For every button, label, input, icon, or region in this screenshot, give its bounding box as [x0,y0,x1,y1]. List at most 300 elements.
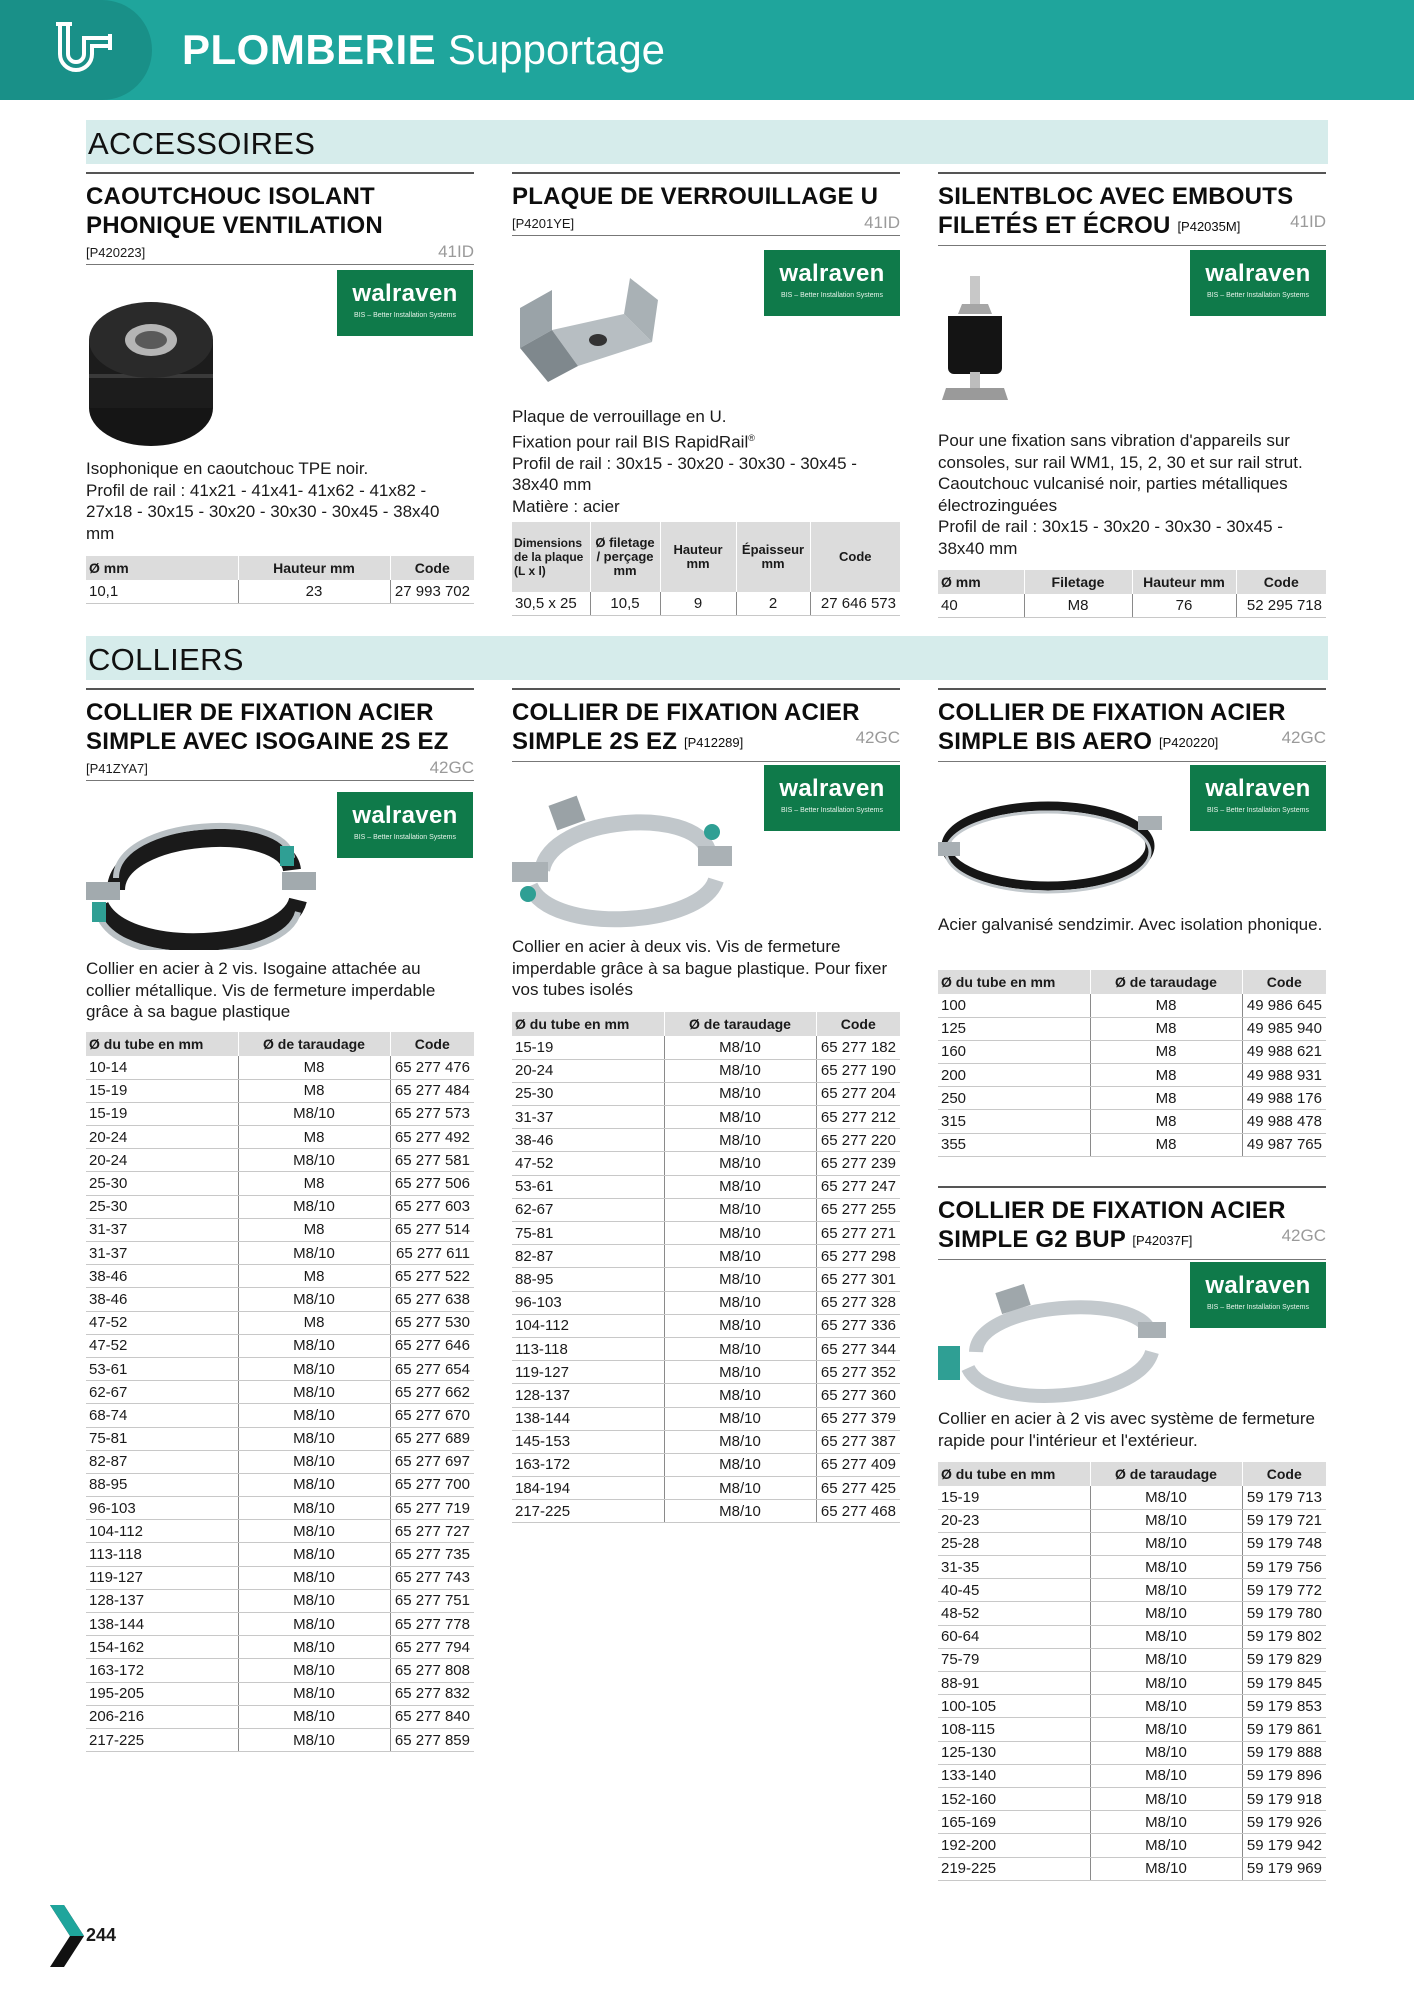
table-cell: 65 277 727 [390,1520,474,1543]
table-cell: 119-127 [512,1361,664,1384]
table-row [86,1497,474,1520]
table-cell: 48-52 [938,1602,1090,1625]
table-cell: M8/10 [664,1291,816,1314]
table-cell: M8 [238,1265,390,1288]
table-cell: 38-46 [512,1129,664,1152]
table-cell: 113-118 [86,1543,238,1566]
table-cell: 53-61 [86,1357,238,1380]
column-header: Hauteur mm [238,556,390,580]
table-row [86,1427,474,1450]
column-header: Hauteur mm [1132,570,1236,594]
table-cell: M8/10 [238,1636,390,1659]
table-row [512,1337,900,1360]
page-title-subcategory: Supportage [447,26,666,73]
product-title: PLAQUE DE VERROUILLAGE U [512,183,879,210]
table-row [86,1102,474,1125]
table-cell: M8/10 [1090,1718,1242,1741]
table-cell: 40-45 [938,1579,1090,1602]
table-row [86,1404,474,1427]
table-cell: 133-140 [938,1764,1090,1787]
table-row [86,1613,474,1636]
table-cell: 59 179 888 [1242,1741,1326,1764]
table-cell: 15-19 [86,1102,238,1125]
table-cell: M8/10 [664,1268,816,1291]
table-cell: M8 [1090,1040,1242,1063]
table-row [938,1486,1326,1509]
table-cell: 59 179 802 [1242,1625,1326,1648]
table-row [86,1566,474,1589]
product-title-line1: SILENTBLOC AVEC EMBOUTS [938,183,1294,210]
table-cell: 25-30 [86,1195,238,1218]
table-row [86,1473,474,1496]
table-cell: 65 277 468 [816,1500,900,1523]
table-cell: M8/10 [664,1384,816,1407]
table-row [86,1450,474,1473]
product-ref: [P420223] [86,245,146,260]
table-cell: 65 277 603 [390,1195,474,1218]
table-cell: M8/10 [1090,1556,1242,1579]
table-cell: M8 [1090,1087,1242,1110]
table-cell: 59 179 942 [1242,1834,1326,1857]
table-row [938,1787,1326,1810]
table-cell: 10-14 [86,1056,238,1079]
table-cell: 65 277 476 [390,1056,474,1079]
table-cell: M8/10 [238,1473,390,1496]
table-cell: M8 [238,1079,390,1102]
table-cell: 160 [938,1040,1090,1063]
collier-bis-aero-image [938,786,1168,900]
table-cell: 217-225 [512,1500,664,1523]
table-cell: 65 277 611 [390,1242,474,1265]
table-row [86,1265,474,1288]
table-cell: M8/10 [1090,1695,1242,1718]
table-cell: 20-24 [86,1126,238,1149]
table-cell: M8/10 [238,1705,390,1728]
table-row [512,1430,900,1453]
logo-tagline: BIS – Better Installation Systems [781,807,883,814]
table-cell: 60-64 [938,1625,1090,1648]
table-row [938,1133,1326,1156]
column-header: Ø mm [86,556,238,580]
chapter-code: 42GC [1281,1226,1326,1245]
table-cell: 65 277 522 [390,1265,474,1288]
table-row [938,1040,1326,1063]
table-cell: 65 277 182 [816,1036,900,1059]
table-cell: M8/10 [1090,1509,1242,1532]
description-line: Acier galvanisé sendzimir. Avec isolation phonique. [938,915,1323,934]
table-cell: 65 277 190 [816,1059,900,1082]
table-cell: M8 [1090,1110,1242,1133]
table-cell: 65 277 212 [816,1106,900,1129]
product-description [938,914,1328,936]
chapter-code: 41ID [438,242,474,261]
table-cell: M8/10 [1090,1532,1242,1555]
description-line: Fixation pour rail BIS RapidRail [512,432,749,452]
table-cell: 355 [938,1133,1090,1156]
table-cell: M8/10 [238,1659,390,1682]
table-cell: 65 277 255 [816,1198,900,1221]
table-cell: 59 179 845 [1242,1672,1326,1695]
silentbloc-image [938,272,1014,412]
table-cell: 65 277 271 [816,1222,900,1245]
section-accessoires [86,120,1328,164]
table-cell: 82-87 [512,1245,664,1268]
table-cell: M8/10 [238,1357,390,1380]
table-cell: M8/10 [664,1059,816,1082]
table-cell: 65 277 778 [390,1613,474,1636]
table-row [86,1242,474,1265]
logo-tagline: BIS – Better Installation Systems [1207,292,1309,299]
table-row [86,1334,474,1357]
table-cell: M8/10 [664,1036,816,1059]
table-cell: 75-79 [938,1648,1090,1671]
product-title-line2: SIMPLE G2 BUP [938,1226,1126,1253]
product-collier-isogaine-2s-ez [86,688,474,781]
page-title [182,26,665,74]
product-caoutchouc-isolant [86,172,474,265]
table-cell: M8/10 [664,1198,816,1221]
table-cell: M8/10 [238,1242,390,1265]
column-header: Ø mm [938,570,1024,594]
table-cell: 40 [938,594,1024,617]
table-cell: M8/10 [664,1175,816,1198]
table-cell: 47-52 [86,1311,238,1334]
table-cell: 49 987 765 [1242,1133,1326,1156]
product-title [938,698,1326,757]
table-row [512,1059,900,1082]
table-cell: 65 277 239 [816,1152,900,1175]
table-cell: 65 277 425 [816,1477,900,1500]
collier-2s-ez-image [512,786,732,936]
chapter-code: 42GC [429,758,474,777]
table-row [86,1172,474,1195]
table-cell: 88-91 [938,1672,1090,1695]
table-cell: 65 277 379 [816,1407,900,1430]
table-cell: 62-67 [512,1198,664,1221]
column-header: Ø du tube en mm [938,1462,1090,1486]
table-row [512,1477,900,1500]
table-cell: 88-95 [512,1268,664,1291]
description-line: Plaque de verrouillage en U. [512,407,727,426]
description-line: Profil de rail : 41x21 - 41x41- 41x62 - 41x82 - 27x18 - 30x15 - 30x20 - 30x30 - 30x45 - 38x40 mm [86,480,440,543]
table-cell: 59 179 853 [1242,1695,1326,1718]
page-header [0,0,1414,100]
column-header: Code [390,1032,474,1056]
spec-table [86,1032,474,1752]
table-cell: 62-67 [86,1381,238,1404]
spec-table [512,1012,900,1523]
table-cell: M8/10 [238,1427,390,1450]
table-cell: 59 179 721 [1242,1509,1326,1532]
table-cell: 49 985 940 [1242,1017,1326,1040]
table-cell: 65 277 700 [390,1473,474,1496]
table-cell: 59 179 772 [1242,1579,1326,1602]
column-header: Épaisseur mm [736,522,810,592]
table-cell: 59 179 926 [1242,1811,1326,1834]
table-row [86,1288,474,1311]
logo-tagline: BIS – Better Installation Systems [354,834,456,841]
product-title-line1: COLLIER DE FIXATION ACIER [512,699,860,726]
table-cell: 59 179 861 [1242,1718,1326,1741]
table-cell: M8/10 [238,1589,390,1612]
product-description [86,958,466,1023]
table-cell: 100-105 [938,1695,1090,1718]
column-header: Code [1242,1462,1326,1486]
table-cell: 23 [238,580,390,603]
table-cell: M8/10 [1090,1811,1242,1834]
product-description [938,1408,1330,1451]
column-header: Code [810,522,900,592]
description-line: Isophonique en caoutchouc TPE noir. [86,459,369,478]
table-cell: M8 [238,1056,390,1079]
table-cell: 49 988 176 [1242,1087,1326,1110]
table-cell: 59 179 969 [1242,1857,1326,1880]
table-cell: 219-225 [938,1857,1090,1880]
product-collier-bis-aero [938,688,1326,762]
table-cell: 76 [1132,594,1236,617]
table-row [512,1129,900,1152]
column-header: Ø de taraudage [664,1012,816,1036]
table-cell: M8/10 [664,1082,816,1105]
table-cell: 59 179 829 [1242,1648,1326,1671]
table-cell: 65 277 484 [390,1079,474,1102]
table-cell: M8/10 [238,1543,390,1566]
table-cell: 165-169 [938,1811,1090,1834]
collier-g2-bup-image [938,1282,1168,1406]
page-arrow-icon [50,1905,84,1967]
logo-brand: walraven [1205,260,1311,287]
table-cell: 65 277 581 [390,1149,474,1172]
table-cell: 163-172 [86,1659,238,1682]
table-cell: M8/10 [238,1334,390,1357]
table-cell: 65 277 360 [816,1384,900,1407]
table-row [86,1728,474,1751]
spec-table [86,556,474,604]
table-cell: 104-112 [512,1314,664,1337]
table-row [512,1175,900,1198]
description-line: Pour une fixation sans vibration d'appareils sur consoles, sur rail WM1, 15, 2, 30 et sur rail strut. Caoutchouc vulcanisé noir, parties métalliques électrozinguées [938,431,1303,515]
table-cell: 82-87 [86,1450,238,1473]
product-title: CAOUTCHOUC ISOLANT PHONIQUE VENTILATION [86,183,383,239]
column-header: Ø de taraudage [1090,1462,1242,1486]
description-line: Profil de rail : 30x15 - 30x20 - 30x30 - 30x45 - 38x40 mm [512,453,857,495]
section-title: ACCESSOIRES [88,126,316,161]
table-cell: 65 277 670 [390,1404,474,1427]
table-cell: 9 [660,592,736,615]
walraven-logo [337,792,473,858]
table-cell: 65 277 387 [816,1430,900,1453]
column-header: Filetage [1024,570,1132,594]
spec-table [512,522,900,616]
product-ref: [P42037F] [1132,1233,1193,1248]
page-number: 244 [86,1925,117,1945]
plumbing-pipe-icon [54,20,118,80]
table-cell: M8 [1090,1133,1242,1156]
table-cell: 68-74 [86,1404,238,1427]
table-cell: 52 295 718 [1236,594,1326,617]
table-row [86,1079,474,1102]
table-cell: M8/10 [238,1195,390,1218]
table-cell: M8/10 [238,1520,390,1543]
table-cell: M8/10 [664,1500,816,1523]
walraven-logo [764,250,900,316]
table-cell: 65 277 573 [390,1102,474,1125]
column-header: Code [1242,970,1326,994]
table-cell: 200 [938,1064,1090,1087]
product-collier-2s-ez [512,688,900,762]
column-header: Code [390,556,474,580]
table-cell: 65 277 719 [390,1497,474,1520]
table-cell: 65 277 352 [816,1361,900,1384]
table-cell: M8 [1090,1017,1242,1040]
logo-tagline: BIS – Better Installation Systems [1207,807,1309,814]
table-row [938,1602,1326,1625]
table-cell: M8/10 [1090,1579,1242,1602]
table-cell: 206-216 [86,1705,238,1728]
table-cell: 125 [938,1017,1090,1040]
table-row [86,1659,474,1682]
table-cell: M8/10 [1090,1857,1242,1880]
product-ref: [P4201YE] [512,216,575,231]
table-cell: 138-144 [86,1613,238,1636]
table-cell: M8/10 [664,1430,816,1453]
table-cell: M8/10 [1090,1602,1242,1625]
table-row [86,1589,474,1612]
product-title: COLLIER DE FIXATION ACIER SIMPLE AVEC ISOGAINE 2S EZ [86,699,449,755]
logo-tagline: BIS – Better Installation Systems [1207,1304,1309,1311]
table-cell: 108-115 [938,1718,1090,1741]
table-cell: 104-112 [86,1520,238,1543]
table-row [512,1291,900,1314]
chapter-code: 42GC [1281,728,1326,747]
logo-brand: walraven [1205,1272,1311,1299]
table-row [512,1198,900,1221]
table-row [938,1834,1326,1857]
table-cell: M8/10 [238,1497,390,1520]
table-cell: 65 277 409 [816,1453,900,1476]
table-cell: 65 277 506 [390,1172,474,1195]
table-row [938,1509,1326,1532]
table-row [938,594,1326,617]
column-header: Ø du tube en mm [86,1032,238,1056]
table-row [86,1149,474,1172]
table-cell: 49 988 931 [1242,1064,1326,1087]
section-colliers [86,636,1328,680]
walraven-logo [1190,250,1326,316]
description-line: Profil de rail : 30x15 - 30x20 - 30x30 - 30x45 - 38x40 mm [938,517,1283,558]
table-cell: 65 277 689 [390,1427,474,1450]
table-cell: 152-160 [938,1787,1090,1810]
table-row [938,1532,1326,1555]
table-row [938,1087,1326,1110]
table-cell: 65 277 328 [816,1291,900,1314]
table-row [938,1625,1326,1648]
column-header: Ø filetage / perçage mm [590,522,660,592]
table-row [938,1857,1326,1880]
table-row [938,1556,1326,1579]
table-cell: M8/10 [238,1288,390,1311]
logo-tagline: BIS – Better Installation Systems [781,292,883,299]
table-row [938,1695,1326,1718]
u-locking-plate-image [512,270,662,382]
description-line: Matière : acier [512,496,620,516]
table-cell: 250 [938,1087,1090,1110]
table-cell: M8/10 [238,1613,390,1636]
table-cell: M8/10 [1090,1787,1242,1810]
table-cell: M8/10 [664,1152,816,1175]
table-cell: M8/10 [664,1453,816,1476]
table-cell: 31-35 [938,1556,1090,1579]
table-cell: 47-52 [86,1334,238,1357]
product-description [512,406,902,517]
table-cell: 31-37 [86,1242,238,1265]
table-row [938,1017,1326,1040]
product-title-line2: SIMPLE 2S EZ [512,728,678,755]
table-cell: 49 988 478 [1242,1110,1326,1133]
table-cell: M8/10 [238,1682,390,1705]
table-cell: M8 [1090,1064,1242,1087]
table-cell: 65 277 204 [816,1082,900,1105]
table-cell: 128-137 [86,1589,238,1612]
table-cell: 113-118 [512,1337,664,1360]
table-cell: 138-144 [512,1407,664,1430]
table-cell: 96-103 [512,1291,664,1314]
spec-table [938,1462,1326,1881]
product-description [938,430,1330,559]
table-row [86,1705,474,1728]
table-cell: 15-19 [938,1486,1090,1509]
table-cell: 88-95 [86,1473,238,1496]
table-cell: 125-130 [938,1741,1090,1764]
table-cell: 65 277 832 [390,1682,474,1705]
table-cell: 38-46 [86,1288,238,1311]
table-cell: M8/10 [1090,1672,1242,1695]
table-cell: 65 277 301 [816,1268,900,1291]
table-row [938,1110,1326,1133]
table-row [86,1056,474,1079]
table-cell: M8 [1090,994,1242,1017]
table-cell: 20-24 [512,1059,664,1082]
table-row [512,1082,900,1105]
table-cell: 59 179 780 [1242,1602,1326,1625]
product-title [938,182,1326,241]
table-cell: 65 277 859 [390,1728,474,1751]
table-cell: 65 277 808 [390,1659,474,1682]
table-cell: M8/10 [238,1149,390,1172]
table-row [86,580,474,603]
table-cell: 65 277 654 [390,1357,474,1380]
table-row [512,1453,900,1476]
column-header: Dimensions de la plaque (L x l) [512,522,590,592]
table-cell: 65 277 336 [816,1314,900,1337]
table-cell: 119-127 [86,1566,238,1589]
table-cell: 65 277 735 [390,1543,474,1566]
spec-table [938,570,1326,618]
table-row [512,1500,900,1523]
table-cell: 47-52 [512,1152,664,1175]
table-cell: 65 277 743 [390,1566,474,1589]
table-row [512,1314,900,1337]
product-collier-g2-bup [938,1186,1326,1260]
table-cell: 65 277 514 [390,1218,474,1241]
table-cell: M8/10 [1090,1648,1242,1671]
table-cell: M8/10 [1090,1834,1242,1857]
table-row [938,1741,1326,1764]
table-cell: 163-172 [512,1453,664,1476]
table-cell: M8/10 [664,1245,816,1268]
table-cell: M8/10 [238,1566,390,1589]
table-cell: 195-205 [86,1682,238,1705]
